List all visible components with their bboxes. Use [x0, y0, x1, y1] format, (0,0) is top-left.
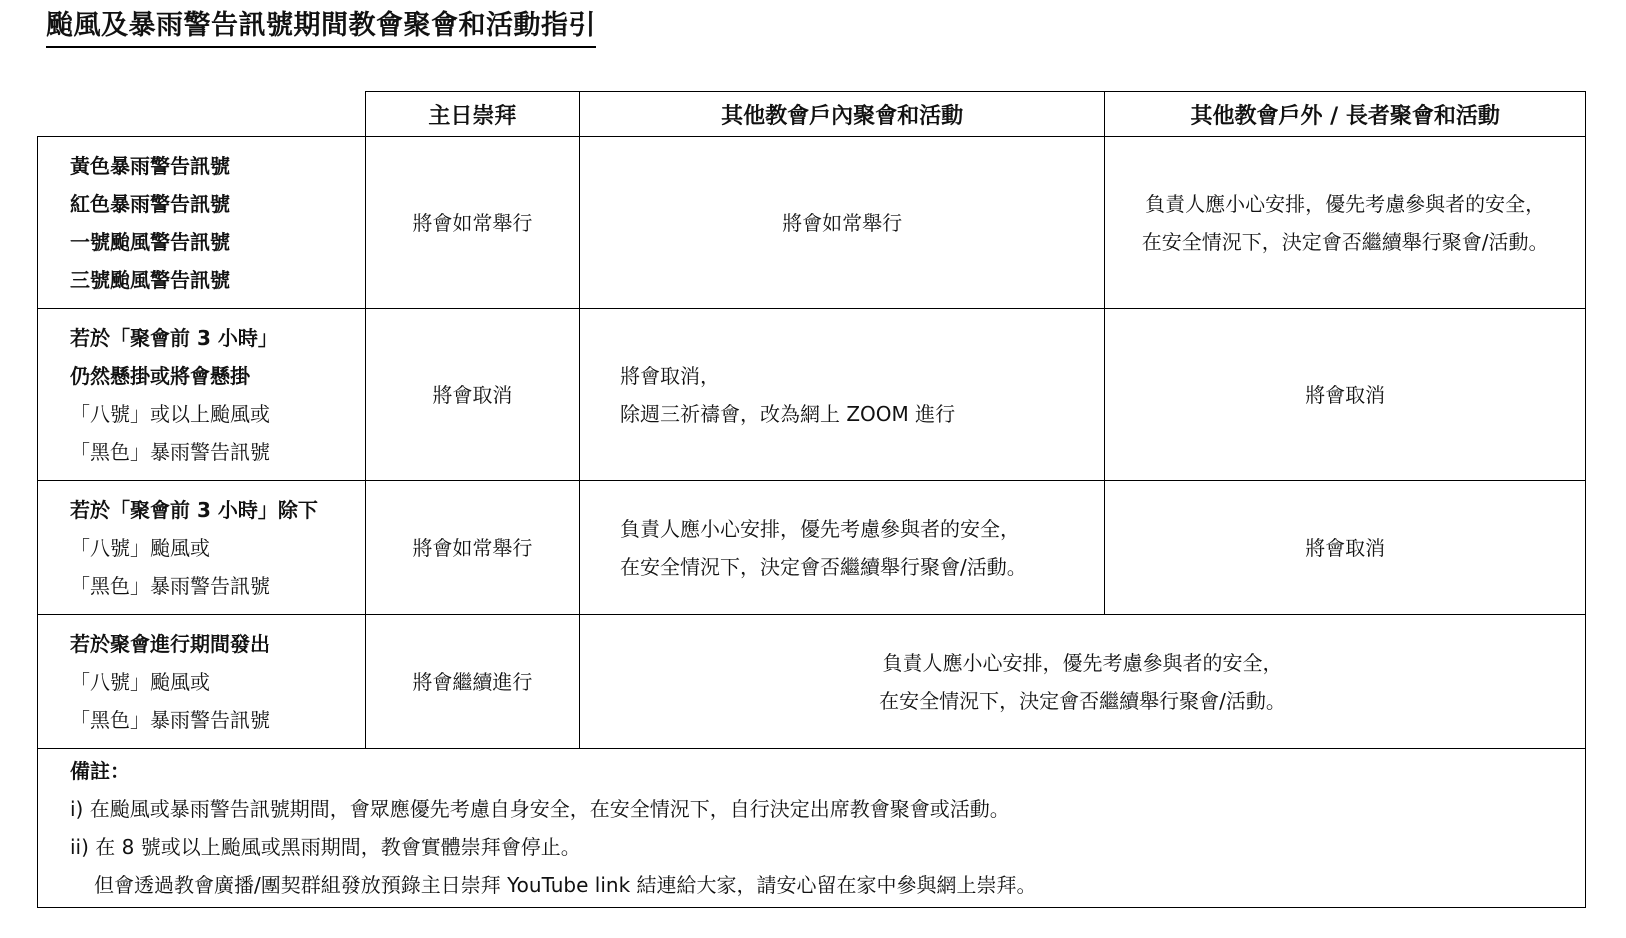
indoor-cell: [579, 481, 1104, 615]
table-row: [38, 309, 1586, 481]
page-title: 颱風及暴雨警告訊號期間教會聚會和活動指引: [46, 8, 596, 48]
outdoor-line: 負責人應小心安排，優先考慮參與者的安全，: [1145, 191, 1546, 216]
indoor-cell: [579, 309, 1104, 481]
merged-line: 在安全情況下，決定會否繼續舉行聚會/活動。: [879, 688, 1286, 713]
merged-activities-cell: [579, 615, 1585, 749]
table-row: [38, 615, 1586, 749]
condition-cell: [38, 481, 366, 615]
header-row: [38, 92, 1586, 137]
condition-cell: [38, 615, 366, 749]
condition-cell: [38, 309, 366, 481]
notes-row: [38, 749, 1586, 908]
condition-line: 「黑色」暴雨警告訊號: [70, 439, 270, 464]
merged-line: 負責人應小心安排，優先考慮參與者的安全，: [882, 650, 1283, 675]
condition-line: 若於「聚會前 3 小時」除下: [70, 497, 318, 522]
condition-line: 三號颱風警告訊號: [70, 267, 230, 292]
condition-line: 一號颱風警告訊號: [70, 229, 230, 254]
condition-line: 「八號」颱風或: [70, 535, 210, 560]
outdoor-cell: [1105, 309, 1586, 481]
condition-line: 若於聚會進行期間發出: [70, 631, 270, 656]
indoor-line: 將會如常舉行: [782, 210, 903, 235]
condition-line: 紅色暴雨警告訊號: [70, 191, 230, 216]
sunday-cell: 將會取消: [365, 309, 579, 481]
indoor-line: 負責人應小心安排，優先考慮參與者的安全，: [619, 516, 1020, 541]
condition-line: 「八號」或以上颱風或: [70, 401, 270, 426]
condition-line: 「八號」颱風或: [70, 669, 210, 694]
sunday-cell: 將會繼續進行: [365, 615, 579, 749]
notes-item-2: ii) 在 8 號或以上颱風或黑雨期間，教會實體崇拜會停止。: [70, 835, 581, 859]
table-row: [38, 137, 1586, 309]
notes-item-2-continuation: 但會透過教會廣播/團契群組發放預錄主日崇拜 YouTube link 結連給大家，請安心留在家中參與網上崇拜。: [94, 873, 1037, 897]
condition-cell: [38, 137, 366, 309]
header-outdoor-activities: 其他教會戶外 / 長者聚會和活動: [1105, 92, 1586, 137]
condition-line: 「黑色」暴雨警告訊號: [70, 707, 270, 732]
guidelines-table: [37, 91, 1586, 908]
header-sunday-worship: 主日崇拜: [365, 92, 579, 137]
condition-line: 仍然懸掛或將會懸掛: [70, 363, 250, 388]
notes-item-1: i) 在颱風或暴雨警告訊號期間，會眾應優先考慮自身安全，在安全情況下，自行決定出席教會聚會或活動。: [70, 797, 1010, 821]
header-indoor-activities: 其他教會戶內聚會和活動: [579, 92, 1104, 137]
sunday-cell: 將會如常舉行: [365, 137, 579, 309]
empty-corner-cell: [38, 92, 366, 137]
notes-cell: [38, 749, 1586, 908]
sunday-cell: 將會如常舉行: [365, 481, 579, 615]
indoor-line: 除週三祈禱會，改為網上 ZOOM 進行: [619, 401, 956, 426]
table-row: [38, 481, 1586, 615]
condition-line: 「黑色」暴雨警告訊號: [70, 573, 270, 598]
outdoor-cell: [1105, 481, 1586, 615]
indoor-cell: [579, 137, 1104, 309]
outdoor-cell: [1105, 137, 1586, 309]
condition-line: 黃色暴雨警告訊號: [70, 153, 230, 178]
notes-heading: 備註：: [70, 759, 130, 783]
outdoor-line: 將會取消: [1305, 535, 1386, 560]
outdoor-line: 在安全情況下，決定會否繼續舉行聚會/活動。: [1141, 229, 1549, 254]
condition-line: 若於「聚會前 3 小時」: [70, 325, 278, 350]
indoor-line: 在安全情況下，決定會否繼續舉行聚會/活動。: [619, 554, 1027, 579]
outdoor-line: 將會取消: [1305, 382, 1386, 407]
indoor-line: 將會取消，: [619, 363, 720, 388]
